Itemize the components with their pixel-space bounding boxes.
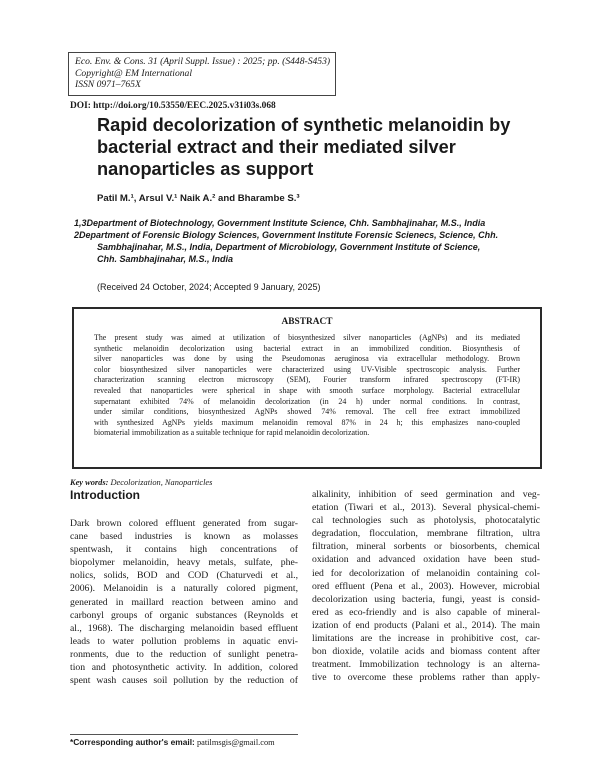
- body-line: spentwash, it contains high concentrations of: [70, 544, 298, 556]
- title-line: bacterial extract and their mediated silver: [97, 137, 456, 157]
- affiliations: [74, 217, 544, 265]
- abstract-line: revealed that nanoparticles were spherical in shape with smooth surface morphology. Bacterial extracellular: [94, 385, 520, 395]
- body-line: ored effluent (Pena et al., 2003). However, microbial: [312, 580, 540, 592]
- abstract-line: The present study was aimed at utilization of biosynthesized silver nanoparticles (AgNPs) and its mediated: [94, 333, 520, 342]
- abstract-line: under similar conditions, biosynthesized AgNPs showed 74% removal. The cell free extract immobilized: [94, 407, 520, 417]
- abstract-line: supernatant exhibited 74% of melanoidin decolorization (in 24 h) under normal conditions. In contrast,: [94, 396, 520, 406]
- title-line: Rapid decolorization of synthetic melanoidin by: [97, 115, 511, 135]
- journal-citation-box: [68, 52, 336, 96]
- right-column: [312, 488, 540, 684]
- body-line: leads to water pollution problems in aquatic envi-: [70, 635, 298, 647]
- keywords-label: Key words:: [70, 478, 109, 487]
- corresponding-email[interactable]: patilmsgis@gmail.com: [196, 738, 275, 747]
- abstract-line: color biosynthesized silver nanoparticles were characterized using UV-Visible spectroscopic analysis. Further: [94, 364, 520, 374]
- corresponding-label: *Corresponding author's email:: [70, 737, 195, 747]
- affiliation-line: Chh. Sambhajinahar, M.S., India: [97, 254, 234, 264]
- paper-title: [97, 114, 537, 180]
- body-line: nolics, solids, BOD and COD (Chaturvedi et al.,: [70, 570, 298, 582]
- body-line: cal technologies such as photolysis, photocatalytic: [312, 515, 540, 527]
- body-line: limitations are the increase in prohibitive cost, car-: [312, 633, 540, 645]
- body-line: Dark brown colored effluent generated from sugar-: [70, 518, 298, 529]
- body-line: etation (Tiwari et al., 2013). Several physical-chemi-: [312, 502, 540, 514]
- body-line: bon dioxide, volatile acids and biomass content after: [312, 646, 540, 658]
- body-line: carbonyl groups of organic substances (Reynolds et: [70, 609, 298, 621]
- body-line: biopolymer melanoidin, heavy metals, sulfate, phe-: [70, 557, 298, 569]
- body-line: tion and photosynthetic activity. In addition, colored: [70, 662, 298, 674]
- body-line: filtration, mineral sorbents or biosorbents, chemical: [312, 541, 540, 553]
- body-line: 2006). Melanoidin is a naturally colored pigment,: [70, 583, 298, 595]
- journal-copyright-line: Copyright@ EM International: [75, 67, 193, 79]
- body-line: treatment. Immobilization technology is an alterna-: [312, 659, 540, 671]
- abstract-box: [72, 307, 542, 469]
- abstract-heading: ABSTRACT: [281, 317, 333, 327]
- body-line: generated in maillard reaction between amino and: [70, 596, 298, 608]
- affiliation-line: 2Department of Forensic Biology Sciences, Government Institute Forensic Scienecs, Science, Chh.: [74, 230, 499, 240]
- body-line: decolorization using bacteria, fungi, yeast is consid-: [312, 593, 540, 605]
- body-line: degradation, flocculation, membrane filtration, ultra: [312, 528, 540, 540]
- body-line: cane based industries is known as molasses: [70, 531, 298, 543]
- abstract-line: biomaterial immobilization as a suitable technique for rapid melanoidin decolorization.: [94, 428, 370, 438]
- journal-citation-line: Eco. Env. & Cons. 31 (April Suppl. Issue) : 2025; pp. (S448-S453): [75, 56, 331, 67]
- body-line: alkalinity, inhibition of seed germination and veg-: [312, 489, 540, 500]
- body-line: spent wash causes soil pollution by the reduction of: [70, 675, 298, 687]
- received-date: (Received 24 October, 2024; Accepted 9 January, 2025): [97, 282, 321, 292]
- abstract-line: with synthesized AgNPs yields maximum melanoidin removal 87% in 24 h; this emphasizes nano-coupled: [94, 417, 520, 427]
- body-line: oxidation and advanced oxidation have been stud-: [312, 554, 540, 566]
- abstract-line: synthetic melanoidin decolorization using bacterial extract in an immobilized condition. Biosynthesis of: [94, 343, 520, 353]
- abstract-line: characterization scanning electron microscopy (SEM), Fourier transform infrared spectroscopy (FT-IR): [94, 375, 520, 385]
- journal-issn-line: ISSN 0971–765X: [75, 79, 141, 90]
- doi-line[interactable]: DOI: http://doi.org/10.53550/EEC.2025.v31i03s.068: [70, 101, 276, 111]
- keywords: [70, 478, 212, 487]
- affiliation-line: 1,3Department of Biotechnology, Government Institute Science, Chh. Sambhajinahar, M.S., India: [74, 218, 486, 228]
- body-line: ization of end products (Palani et al., 2014). The main: [312, 619, 540, 631]
- body-line: ered as eco-friendly and is also capable of mineral-: [312, 606, 540, 618]
- affiliation-line: Sambhajinahar, M.S., India, Department of Microbiology, Government Institute of Science,: [97, 242, 481, 252]
- body-line: ronments, due to the reduction of sunlight penetra-: [70, 648, 298, 660]
- title-line: nanoparticles as support: [97, 159, 314, 179]
- body-line: ied for decolorization of melanoidin containing col-: [312, 567, 540, 579]
- author-list: Patil M.¹, Arsul V.¹ Naik A.² and Bharambe S.³: [97, 193, 300, 204]
- footnote-divider: [70, 734, 298, 735]
- body-line: al., 1968). The discharging melanoidin based effluent: [70, 622, 298, 634]
- left-column: [70, 517, 298, 687]
- introduction-heading: Introduction: [70, 488, 140, 502]
- body-line: tive to overcome these problems rather than apply-: [312, 672, 540, 684]
- abstract-line: silver nanoparticles was done by using the Pseudomonas aeruginosa via extracellular methodology. Brown: [94, 354, 520, 364]
- corresponding-author: [70, 737, 275, 747]
- keywords-value: Decolorization, Nanoparticles: [110, 478, 213, 487]
